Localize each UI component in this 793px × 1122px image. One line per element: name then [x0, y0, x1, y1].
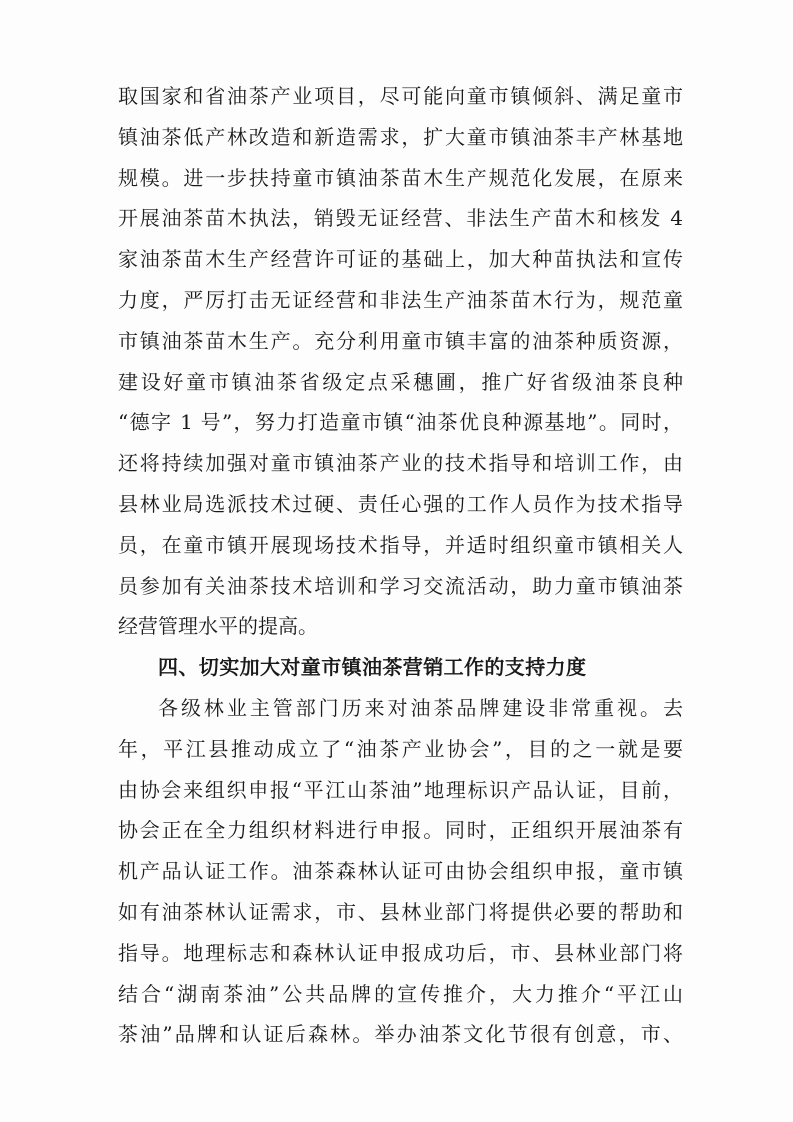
text-line: 由协会来组织申报“平江山茶油”地理标识产品认证，目前，	[118, 777, 683, 802]
text-line: 镇油茶低产林改造和新造需求，扩大童市镇油茶丰产林基地	[118, 124, 683, 149]
text-line: 经营管理水平的提高。	[118, 614, 318, 639]
text-line: 还将持续加强对童市镇油茶产业的技术指导和培训工作，由	[118, 451, 683, 476]
text-line: 员，在童市镇开展现场技术指导，并适时组织童市镇相关人	[118, 532, 683, 557]
text-line: 取国家和省油茶产业项目，尽可能向童市镇倾斜、满足童市	[118, 84, 683, 108]
section-heading: 四、切实加大对童市镇油茶营销工作的支持力度	[158, 655, 587, 680]
text-line: 指导。地理标志和森林认证申报成功后，市、县林业部门将	[118, 940, 683, 965]
text-line: 建设好童市镇油茶省级定点采穗圃，推广好省级油茶良种	[118, 369, 683, 394]
text-line: 市镇油茶苗木生产。充分利用童市镇丰富的油茶种质资源，	[118, 328, 683, 353]
text-line: 力度，严厉打击无证经营和非法生产油茶苗木行为，规范童	[118, 287, 683, 312]
text-line: 茶油”品牌和认证后森林。举办油茶文化节很有创意，市、	[118, 1022, 683, 1047]
text-line: 各级林业主管部门历来对油茶品牌建设非常重视。去	[158, 695, 683, 720]
text-line: 如有油茶林认证需求，市、县林业部门将提供必要的帮助和	[118, 899, 683, 924]
text-line: “德字 1 号”，努力打造童市镇“油茶优良种源基地”。同时，	[118, 410, 683, 435]
text-line: 员参加有关油茶技术培训和学习交流活动，助力童市镇油茶	[118, 573, 683, 598]
document-body	[118, 76, 683, 1055]
text-line: 结合“湖南茶油”公共品牌的宣传推介，大力推介“平江山	[118, 981, 683, 1006]
text-line: 规模。进一步扶持童市镇油茶苗木生产规范化发展，在原来	[118, 165, 683, 190]
text-line: 机产品认证工作。油茶森林认证可由协会组织申报，童市镇	[118, 859, 683, 884]
text-line: 协会正在全力组织材料进行申报。同时，正组织开展油茶有	[118, 818, 683, 843]
text-line: 县林业局选派技术过硬、责任心强的工作人员作为技术指导	[118, 491, 683, 516]
text-line: 开展油茶苗木执法，销毁无证经营、非法生产苗木和核发 4	[118, 206, 683, 231]
text-line: 家油茶苗木生产经营许可证的基础上，加大种苗执法和宣传	[118, 247, 683, 272]
text-line: 年，平江县推动成立了“油茶产业协会”，目的之一就是要	[118, 736, 683, 761]
